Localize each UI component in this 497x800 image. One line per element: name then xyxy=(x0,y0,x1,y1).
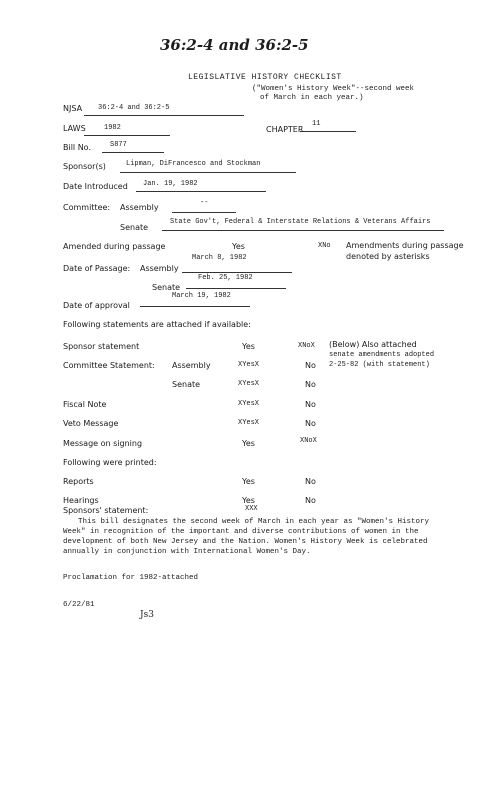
chapter-value: 11 xyxy=(312,120,321,128)
veto-message-yes: XYesX xyxy=(238,419,260,427)
amended-yes: Yes xyxy=(232,242,245,251)
bill-underline xyxy=(102,152,164,153)
committee-label: Committee: xyxy=(63,203,111,212)
committee-statement-senate: Senate xyxy=(172,380,201,389)
message-on-signing-label: Message on signing xyxy=(63,439,143,448)
sponsors-statement-line-1: This bill designates the second week of March in each year as "Women's History xyxy=(78,518,430,526)
passage-assembly-value: March 8, 1982 xyxy=(192,254,247,262)
sponsor-statement-no: XNoX xyxy=(298,342,315,350)
laws-label: LAWS xyxy=(63,124,86,133)
veto-message-no: No xyxy=(305,419,316,428)
subtitle-line-1: ("Women's History Week"--second week xyxy=(252,85,415,93)
bill-value: S877 xyxy=(110,141,127,149)
handwritten-title: 36:2-4 and 36:2-5 xyxy=(160,36,309,54)
bill-label: Bill No. xyxy=(63,143,91,152)
sponsors-statement-line-3: development of both New Jersey and the Nation. Women's History Week is celebrated xyxy=(63,538,428,546)
laws-value: 1982 xyxy=(104,124,121,132)
reports-yes: Yes xyxy=(242,477,255,486)
sponsor-note-line-1: (Below) Also attached xyxy=(329,340,417,349)
njsa-label: NJSA xyxy=(63,104,83,113)
committee-assembly-underline xyxy=(172,212,236,213)
committee-assembly-label: Assembly xyxy=(120,203,159,212)
approval-underline xyxy=(140,306,250,307)
sponsor-statement-yes: Yes xyxy=(242,342,255,351)
passage-assembly-label: Assembly xyxy=(140,264,179,273)
fiscal-note-label: Fiscal Note xyxy=(63,400,107,409)
sponsor-underline xyxy=(120,172,296,173)
proclamation-note: Proclamation for 1982-attached xyxy=(63,574,199,582)
message-on-signing-yes: Yes xyxy=(242,439,255,448)
veto-message-label: Veto Message xyxy=(63,419,119,428)
passage-assembly-underline xyxy=(182,272,292,273)
committee-statement-assembly-no: No xyxy=(305,361,316,370)
committee-statement-assembly-yes: XYesX xyxy=(238,361,260,369)
sponsor-value: Lipman, DiFrancesco and Stockman xyxy=(126,160,261,168)
sponsor-note-line-3: 2-25-82 (with statement) xyxy=(329,361,430,369)
reports-no: No xyxy=(305,477,316,486)
approval-label: Date of approval xyxy=(63,301,130,310)
fiscal-note-yes: XYesX xyxy=(238,400,260,408)
committee-statement-senate-no: No xyxy=(305,380,316,389)
sponsors-statement-line-2: Week" in recognition of the important and diverse contributions of women in the xyxy=(63,528,419,536)
fiscal-note-no: No xyxy=(305,400,316,409)
njsa-underline xyxy=(84,115,244,116)
date-introduced-value: Jan. 19, 1982 xyxy=(143,180,198,188)
sponsor-statement-label: Sponsor statement xyxy=(63,342,140,351)
committee-statement-assembly: Assembly xyxy=(172,361,211,370)
chapter-label: CHAPTER xyxy=(266,125,304,134)
date-introduced-underline xyxy=(136,191,266,192)
committee-statement-label: Committee Statement: xyxy=(63,361,155,370)
form-title: LEGISLATIVE HISTORY CHECKLIST xyxy=(188,73,342,82)
printed-heading: Following were printed: xyxy=(63,458,157,467)
footer-date: 6/22/81 xyxy=(63,601,95,609)
sponsors-statement-line-4: annually in conjunction with International Women's Day. xyxy=(63,548,311,556)
njsa-value: 36:2-4 and 36:2-5 xyxy=(98,104,170,112)
committee-senate-underline xyxy=(162,230,444,231)
sponsor-note-line-2: senate amendments adopted xyxy=(329,351,435,359)
sponsor-label: Sponsor(s) xyxy=(63,162,106,171)
footer-initials: Js3 xyxy=(140,610,154,620)
passage-senate-underline xyxy=(186,288,286,289)
committee-senate-label: Senate xyxy=(120,223,149,232)
committee-assembly-value: -- xyxy=(200,199,209,207)
statements-heading: Following statements are attached if available: xyxy=(63,320,251,329)
laws-underline xyxy=(84,135,170,136)
message-on-signing-no: XNoX xyxy=(300,437,317,445)
passage-senate-label: Senate xyxy=(152,283,181,292)
hearings-label: Hearings xyxy=(63,496,99,505)
amended-no: XNo xyxy=(318,242,331,250)
approval-value: March 19, 1982 xyxy=(172,292,231,300)
date-introduced-label: Date Introduced xyxy=(63,182,128,191)
amended-label: Amended during passage xyxy=(63,242,166,251)
amended-note-line-2: denoted by asterisks xyxy=(346,252,430,261)
reports-label: Reports xyxy=(63,477,94,486)
sponsors-statement-heading: Sponsors' statement: xyxy=(63,506,149,515)
hearings-mark: XXX xyxy=(245,505,258,513)
amended-note-line-1: Amendments during passage xyxy=(346,241,464,250)
passage-label: Date of Passage: xyxy=(63,264,131,273)
committee-senate-value: State Gov't, Federal & Interstate Relations & Veterans Affairs xyxy=(170,218,431,226)
passage-senate-value: Feb. 25, 1982 xyxy=(198,274,253,282)
hearings-no: No xyxy=(305,496,316,505)
hearings-yes: Yes xyxy=(242,496,255,505)
subtitle-line-2: of March in each year.) xyxy=(260,94,364,102)
chapter-underline xyxy=(300,131,356,132)
committee-statement-senate-yes: XYesX xyxy=(238,380,260,388)
